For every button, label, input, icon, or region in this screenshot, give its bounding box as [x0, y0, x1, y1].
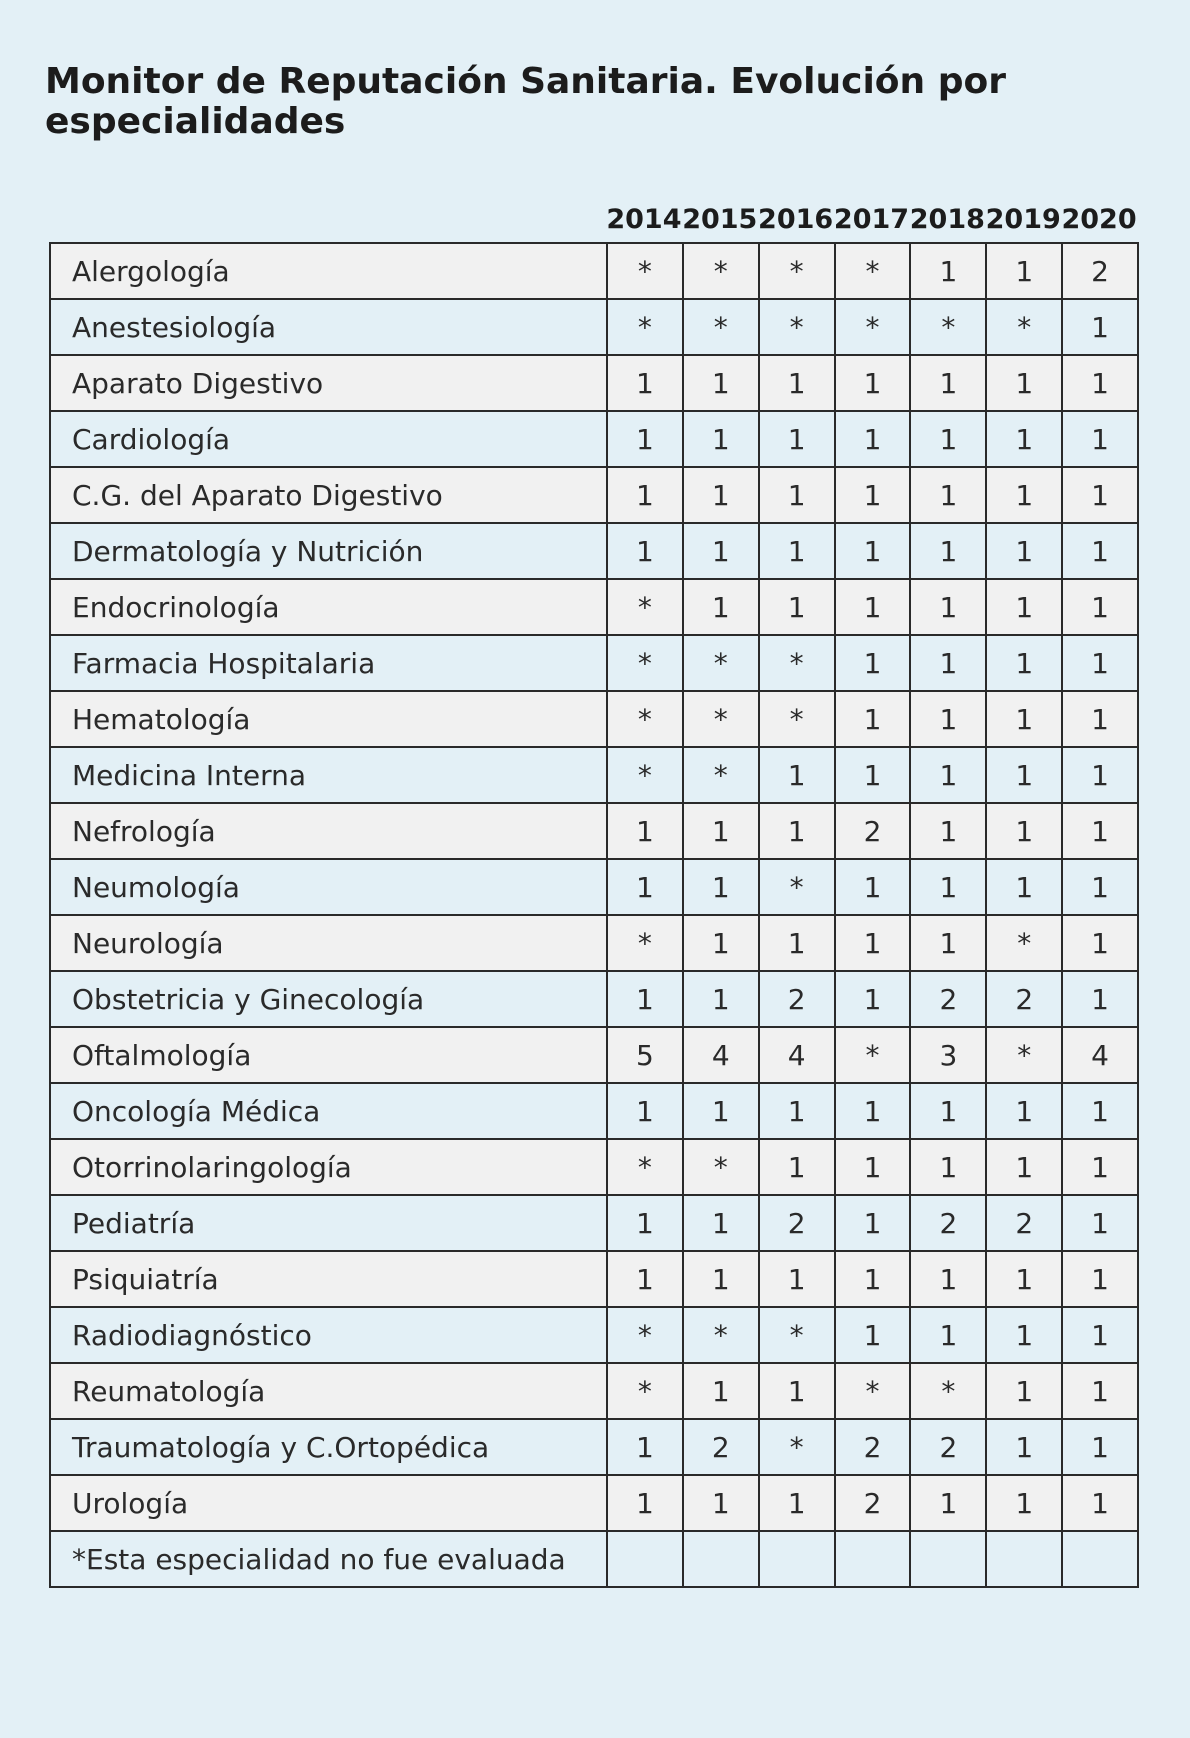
value-cell: 1 [1062, 1419, 1138, 1475]
value-cell: 1 [607, 1083, 683, 1139]
value-cell: 2 [986, 1195, 1062, 1251]
value-cell: 1 [835, 859, 911, 915]
value-cell: 1 [1062, 355, 1138, 411]
value-cell: * [835, 1027, 911, 1083]
value-cell: 1 [759, 411, 835, 467]
value-cell: 1 [986, 1419, 1062, 1475]
value-cell: 2 [910, 1419, 986, 1475]
empty-cell [607, 1531, 683, 1587]
value-cell: 1 [835, 1251, 911, 1307]
value-cell: 2 [759, 971, 835, 1027]
value-cell: 2 [759, 1195, 835, 1251]
value-cell: 2 [986, 971, 1062, 1027]
value-cell: 1 [607, 971, 683, 1027]
value-cell: 1 [683, 1475, 759, 1531]
specialty-name: Traumatología y C.Ortopédica [50, 1419, 607, 1475]
empty-cell [683, 1531, 759, 1587]
value-cell: 1 [986, 1363, 1062, 1419]
value-cell: * [759, 635, 835, 691]
empty-cell [759, 1531, 835, 1587]
value-cell: * [683, 747, 759, 803]
specialty-name: Alergología [50, 243, 607, 299]
value-cell: 1 [910, 1083, 986, 1139]
table-row [50, 859, 1138, 915]
specialty-name: Neurología [50, 915, 607, 971]
value-cell: 1 [1062, 579, 1138, 635]
specialty-name: Radiodiagnóstico [50, 1307, 607, 1363]
specialty-name: Farmacia Hospitalaria [50, 635, 607, 691]
value-cell: 1 [986, 523, 1062, 579]
value-cell: 1 [986, 243, 1062, 299]
value-cell: 1 [910, 691, 986, 747]
value-cell: 1 [759, 1363, 835, 1419]
table-row [50, 355, 1138, 411]
value-cell: 1 [835, 467, 911, 523]
value-cell: 1 [683, 1195, 759, 1251]
value-cell: 1 [1062, 971, 1138, 1027]
value-cell: 1 [1062, 803, 1138, 859]
value-cell: 1 [835, 355, 911, 411]
value-cell: 1 [1062, 1363, 1138, 1419]
specialty-name: Reumatología [50, 1363, 607, 1419]
value-cell: 1 [986, 1139, 1062, 1195]
value-cell: * [759, 243, 835, 299]
value-cell: 1 [607, 467, 683, 523]
value-cell: 1 [759, 1251, 835, 1307]
value-cell: 2 [683, 1419, 759, 1475]
specialty-table [49, 242, 1139, 1588]
value-cell: 1 [683, 355, 759, 411]
value-cell: 1 [607, 411, 683, 467]
value-cell: * [683, 1139, 759, 1195]
value-cell: 1 [683, 859, 759, 915]
value-cell: 1 [759, 523, 835, 579]
value-cell: 1 [835, 1139, 911, 1195]
specialty-name: Aparato Digestivo [50, 355, 607, 411]
year-header-cell: 2020 [1061, 204, 1137, 235]
value-cell: 1 [1062, 859, 1138, 915]
value-cell: 1 [1062, 299, 1138, 355]
value-cell: 1 [835, 411, 911, 467]
value-cell: 1 [759, 1475, 835, 1531]
value-cell: 4 [683, 1027, 759, 1083]
value-cell: 4 [1062, 1027, 1138, 1083]
table-row [50, 1363, 1138, 1419]
table-row [50, 523, 1138, 579]
value-cell: 1 [986, 1475, 1062, 1531]
value-cell: 4 [759, 1027, 835, 1083]
value-cell: * [607, 1307, 683, 1363]
value-cell: 1 [910, 1139, 986, 1195]
table-row [50, 1027, 1138, 1083]
value-cell: 1 [986, 1251, 1062, 1307]
value-cell: 1 [683, 803, 759, 859]
value-cell: 1 [835, 691, 911, 747]
value-cell: * [835, 1363, 911, 1419]
value-cell: 1 [683, 1083, 759, 1139]
value-cell: 1 [910, 355, 986, 411]
value-cell: 1 [910, 1307, 986, 1363]
empty-cell [1062, 1531, 1138, 1587]
value-cell: 1 [835, 915, 911, 971]
empty-cell [835, 1531, 911, 1587]
value-cell: * [683, 1307, 759, 1363]
specialty-name: Nefrología [50, 803, 607, 859]
value-cell: 1 [910, 803, 986, 859]
value-cell: 1 [607, 1195, 683, 1251]
value-cell: * [607, 1139, 683, 1195]
table-row [50, 1139, 1138, 1195]
specialty-name: Oncología Médica [50, 1083, 607, 1139]
specialty-name: Psiquiatría [50, 1251, 607, 1307]
value-cell: * [759, 691, 835, 747]
value-cell: 1 [1062, 1139, 1138, 1195]
value-cell: * [607, 635, 683, 691]
value-cell: 1 [986, 579, 1062, 635]
specialty-name: Endocrinología [50, 579, 607, 635]
specialty-name: Urología [50, 1475, 607, 1531]
value-cell: 2 [910, 971, 986, 1027]
value-cell: 1 [986, 355, 1062, 411]
value-cell: 1 [759, 803, 835, 859]
specialty-name: Dermatología y Nutrición [50, 523, 607, 579]
value-cell: 1 [986, 803, 1062, 859]
value-cell: 1 [607, 1475, 683, 1531]
value-cell: * [607, 1363, 683, 1419]
page-title: Monitor de Reputación Sanitaria. Evolución por especialidades [45, 61, 1006, 142]
table-body [50, 243, 1138, 1587]
value-cell: 1 [835, 747, 911, 803]
value-cell: 1 [683, 1251, 759, 1307]
table-row [50, 1251, 1138, 1307]
value-cell: 1 [835, 1083, 911, 1139]
value-cell: 1 [759, 355, 835, 411]
year-header-cell: 2014 [606, 204, 682, 235]
value-cell: * [910, 1363, 986, 1419]
table-row [50, 299, 1138, 355]
value-cell: 1 [1062, 467, 1138, 523]
specialty-name: Medicina Interna [50, 747, 607, 803]
value-cell: 2 [910, 1195, 986, 1251]
value-cell: 1 [835, 971, 911, 1027]
value-cell: 1 [986, 859, 1062, 915]
value-cell: 1 [1062, 1307, 1138, 1363]
value-cell: 2 [835, 1419, 911, 1475]
value-cell: 1 [607, 1419, 683, 1475]
table-row [50, 1195, 1138, 1251]
value-cell: 1 [683, 467, 759, 523]
value-cell: * [910, 299, 986, 355]
value-cell: 1 [1062, 1251, 1138, 1307]
specialty-name: Otorrinolaringología [50, 1139, 607, 1195]
table-row [50, 411, 1138, 467]
value-cell: 1 [607, 355, 683, 411]
value-cell: * [607, 691, 683, 747]
value-cell: 1 [1062, 915, 1138, 971]
value-cell: 1 [986, 467, 1062, 523]
table-row [50, 1307, 1138, 1363]
value-cell: 1 [1062, 1083, 1138, 1139]
table-row [50, 691, 1138, 747]
table-row [50, 1419, 1138, 1475]
table-row [50, 1083, 1138, 1139]
value-cell: 1 [683, 579, 759, 635]
value-cell: * [835, 243, 911, 299]
value-cell: 1 [986, 635, 1062, 691]
value-cell: 1 [910, 859, 986, 915]
value-cell: 1 [910, 1475, 986, 1531]
value-cell: 1 [910, 467, 986, 523]
table-row [50, 1475, 1138, 1531]
value-cell: * [986, 299, 1062, 355]
table-row [50, 803, 1138, 859]
value-cell: * [683, 635, 759, 691]
value-cell: 1 [835, 579, 911, 635]
table-row [50, 635, 1138, 691]
value-cell: 1 [1062, 635, 1138, 691]
value-cell: 1 [835, 635, 911, 691]
year-header-cell: 2018 [909, 204, 985, 235]
value-cell: 1 [759, 1139, 835, 1195]
year-header-cell: 2015 [682, 204, 758, 235]
year-header-cell: 2016 [758, 204, 834, 235]
value-cell: * [759, 1307, 835, 1363]
value-cell: 1 [759, 467, 835, 523]
value-cell: 1 [1062, 1475, 1138, 1531]
value-cell: 2 [835, 1475, 911, 1531]
value-cell: 1 [835, 1307, 911, 1363]
specialty-name: Hematología [50, 691, 607, 747]
value-cell: 1 [1062, 747, 1138, 803]
value-cell: 1 [910, 635, 986, 691]
value-cell: 1 [607, 523, 683, 579]
empty-cell [910, 1531, 986, 1587]
value-cell: * [759, 859, 835, 915]
value-cell: * [835, 299, 911, 355]
value-cell: * [607, 243, 683, 299]
value-cell: * [607, 579, 683, 635]
value-cell: 1 [910, 1251, 986, 1307]
specialty-name: Obstetricia y Ginecología [50, 971, 607, 1027]
value-cell: 1 [607, 803, 683, 859]
value-cell: * [683, 243, 759, 299]
table-row [50, 915, 1138, 971]
value-cell: 1 [986, 1083, 1062, 1139]
specialty-name: Neumología [50, 859, 607, 915]
value-cell: 1 [835, 1195, 911, 1251]
year-header-cell: 2019 [985, 204, 1061, 235]
value-cell: 1 [683, 411, 759, 467]
value-cell: 1 [683, 915, 759, 971]
value-cell: * [683, 299, 759, 355]
value-cell: 1 [910, 411, 986, 467]
value-cell: 2 [835, 803, 911, 859]
empty-cell [986, 1531, 1062, 1587]
value-cell: 5 [607, 1027, 683, 1083]
value-cell: 1 [759, 1083, 835, 1139]
value-cell: 1 [986, 747, 1062, 803]
value-cell: 1 [986, 411, 1062, 467]
value-cell: 1 [910, 915, 986, 971]
value-cell: 3 [910, 1027, 986, 1083]
value-cell: * [986, 1027, 1062, 1083]
value-cell: 1 [607, 1251, 683, 1307]
value-cell: 1 [1062, 411, 1138, 467]
value-cell: * [759, 299, 835, 355]
value-cell: 1 [910, 747, 986, 803]
table-row [50, 467, 1138, 523]
value-cell: * [607, 747, 683, 803]
value-cell: 1 [835, 523, 911, 579]
value-cell: 1 [683, 523, 759, 579]
value-cell: 1 [910, 579, 986, 635]
value-cell: 1 [759, 747, 835, 803]
table-row [50, 243, 1138, 299]
value-cell: 1 [1062, 691, 1138, 747]
footnote-text: *Esta especialidad no fue evaluada [50, 1531, 607, 1587]
table-row [50, 579, 1138, 635]
value-cell: 1 [683, 1363, 759, 1419]
value-cell: * [759, 1419, 835, 1475]
year-header [606, 200, 1137, 240]
value-cell: 1 [759, 579, 835, 635]
specialty-name: Cardiología [50, 411, 607, 467]
value-cell: 1 [759, 915, 835, 971]
year-header-cell: 2017 [833, 204, 910, 235]
value-cell: * [607, 915, 683, 971]
value-cell: 1 [910, 523, 986, 579]
value-cell: 1 [1062, 1195, 1138, 1251]
table-row [50, 971, 1138, 1027]
value-cell: 1 [986, 1307, 1062, 1363]
value-cell: 1 [1062, 523, 1138, 579]
value-cell: 2 [1062, 243, 1138, 299]
value-cell: * [607, 299, 683, 355]
specialty-name: Pediatría [50, 1195, 607, 1251]
footnote-row [50, 1531, 1138, 1587]
value-cell: 1 [910, 243, 986, 299]
value-cell: 1 [607, 859, 683, 915]
value-cell: * [986, 915, 1062, 971]
value-cell: 1 [986, 691, 1062, 747]
value-cell: 1 [683, 971, 759, 1027]
value-cell: * [683, 691, 759, 747]
table-row [50, 747, 1138, 803]
specialty-name: Oftalmología [50, 1027, 607, 1083]
specialty-name: Anestesiología [50, 299, 607, 355]
specialty-name: C.G. del Aparato Digestivo [50, 467, 607, 523]
